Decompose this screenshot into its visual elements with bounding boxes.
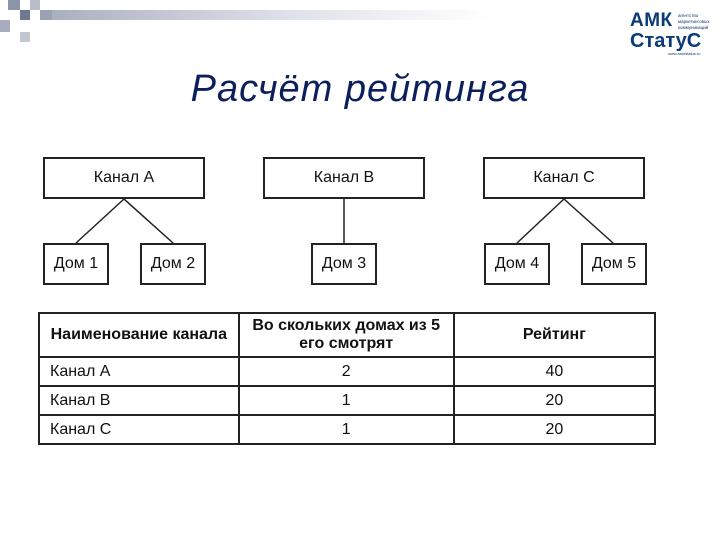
logo-brand-bottom: СтатуС xyxy=(630,30,702,52)
channel-box-b: Канал В xyxy=(263,157,425,199)
rating-table xyxy=(38,312,656,445)
logo-tagline-line: коммуникаций xyxy=(678,25,709,30)
logo-tagline-line: маркетинговых xyxy=(678,19,710,24)
cell-rating: 40 xyxy=(454,357,655,386)
connector-line xyxy=(517,199,564,243)
page-title: Расчёт рейтинга xyxy=(190,68,530,110)
connector-line xyxy=(76,199,124,243)
house-box-3: Дом 3 xyxy=(311,243,377,285)
connector-line xyxy=(124,199,173,243)
channel-box-a: Канал А xyxy=(43,157,205,199)
header-channel-name: Наименование канала xyxy=(39,313,239,357)
cell-houses-count: 1 xyxy=(239,386,454,415)
cell-rating: 20 xyxy=(454,386,655,415)
cell-channel: Канал А xyxy=(39,357,239,386)
cell-channel: Канал С xyxy=(39,415,239,444)
header-houses-count: Во скольких домах из 5 его смотрят xyxy=(239,313,454,357)
cell-channel: Канал В xyxy=(39,386,239,415)
house-box-2: Дом 2 xyxy=(140,243,206,285)
house-box-1: Дом 1 xyxy=(43,243,109,285)
logo-url: www.amkstatus.ru xyxy=(668,51,701,56)
connector-line xyxy=(564,199,613,243)
logo-tagline-line: агентство xyxy=(678,13,699,18)
table-row xyxy=(39,386,655,415)
house-box-4: Дом 4 xyxy=(484,243,550,285)
table-row xyxy=(39,357,655,386)
channel-box-c: Канал С xyxy=(483,157,645,199)
table-row xyxy=(39,415,655,444)
cell-houses-count: 2 xyxy=(239,357,454,386)
cell-rating: 20 xyxy=(454,415,655,444)
header-rating: Рейтинг xyxy=(454,313,655,357)
cell-houses-count: 1 xyxy=(239,415,454,444)
logo-brand-top: АМК xyxy=(630,10,673,31)
table-header-row xyxy=(39,313,655,357)
house-box-5: Дом 5 xyxy=(581,243,647,285)
